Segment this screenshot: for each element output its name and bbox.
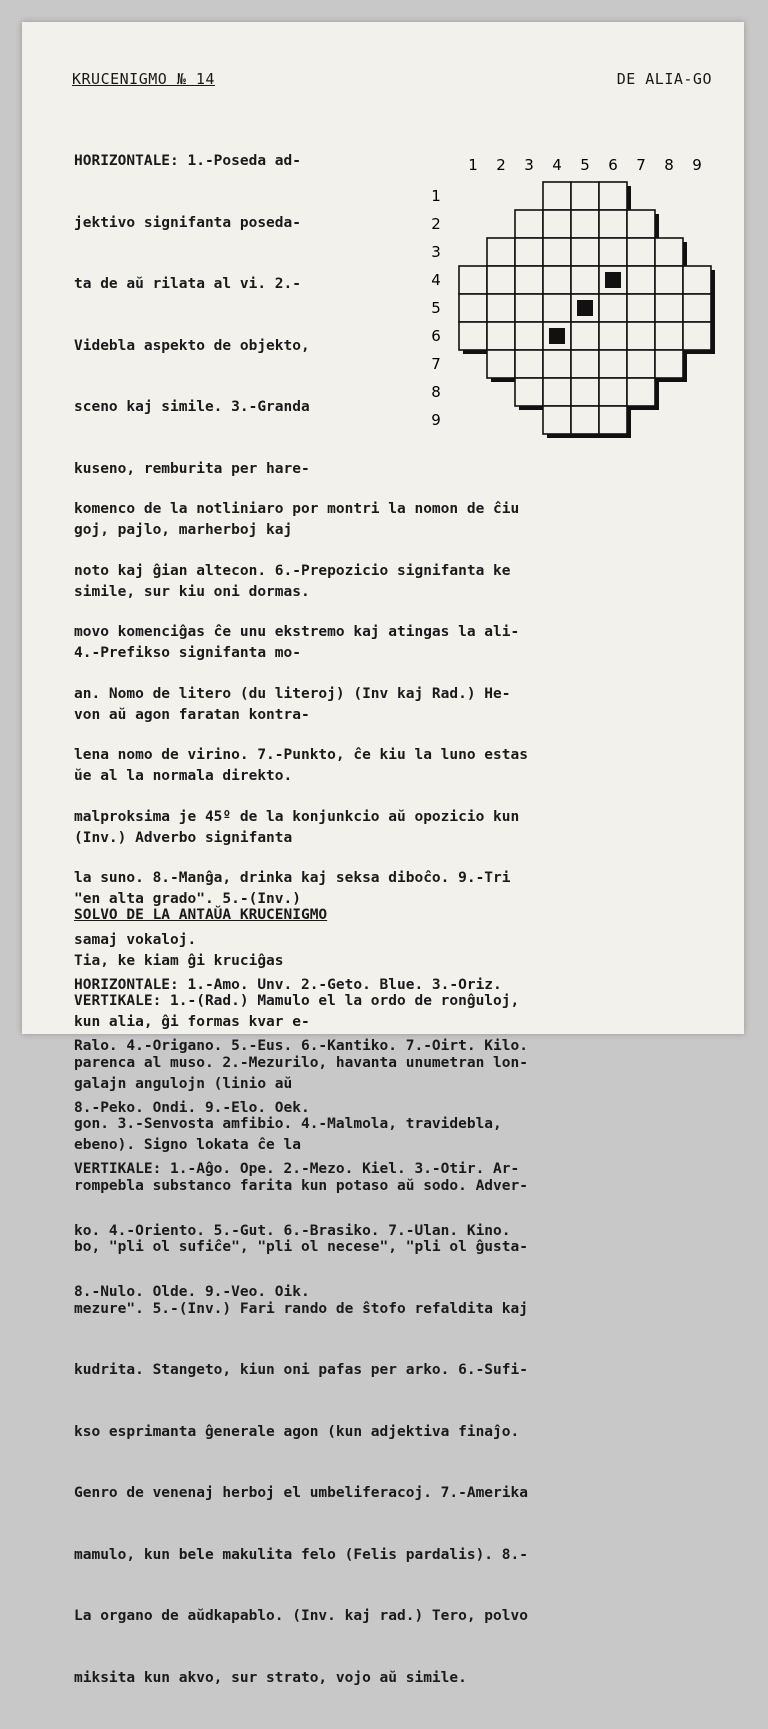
clue-line: kuseno, remburita per hare- bbox=[74, 460, 310, 477]
clue-line: ebeno). Signo lokata ĉe la bbox=[74, 1137, 301, 1153]
clue-line: mezure". 5.-(Inv.) Fari rando de ŝtofo refaldita kaj bbox=[74, 1300, 528, 1317]
grid-cell bbox=[571, 266, 599, 294]
clue-line: 4.-Prefikso signifanta mo- bbox=[74, 645, 301, 661]
column-number: 7 bbox=[636, 156, 646, 174]
grid-cell bbox=[627, 210, 655, 238]
row-number: 7 bbox=[431, 355, 441, 373]
solution-line: ko. 4.-Oriento. 5.-Gut. 6.-Brasiko. 7.-Ulan. Kino. bbox=[74, 1222, 511, 1239]
column-number: 2 bbox=[496, 156, 506, 174]
clue-line: samaj vokaloj. bbox=[74, 931, 197, 948]
puzzle-title: KRUCENIGMO № 14 bbox=[72, 70, 215, 88]
grid-cell bbox=[683, 322, 711, 350]
clue-line: HORIZONTALE: 1.-Poseda ad- bbox=[74, 153, 301, 169]
solution-line: HORIZONTALE: 1.-Amo. Unv. 2.-Geto. Blue. 3.-Oriz. bbox=[74, 976, 502, 993]
grid-cell bbox=[571, 238, 599, 266]
grid-cell bbox=[627, 350, 655, 378]
clue-line: (Inv.) Adverbo signifanta bbox=[74, 829, 293, 846]
column-number: 9 bbox=[692, 156, 702, 174]
grid-cell bbox=[543, 294, 571, 322]
grid-cell bbox=[599, 238, 627, 266]
solution-line: 8.-Peko. Ondi. 9.-Elo. Oek. bbox=[74, 1099, 310, 1116]
black-square-fill bbox=[549, 328, 565, 344]
clue-line: Videbla aspekto de objekto, bbox=[74, 337, 310, 354]
grid-cell bbox=[487, 238, 515, 266]
grid-cell bbox=[515, 378, 543, 406]
clue-line: galajn angulojn (linio aŭ bbox=[74, 1075, 293, 1092]
clue-line: von aŭ agon faratan kontra- bbox=[74, 706, 310, 723]
clue-line: ŭe al la normala direkto. bbox=[74, 768, 293, 784]
grid-cell bbox=[571, 322, 599, 350]
clue-line: VERTIKALE: 1.-(Rad.) Mamulo el la ordo de ronĝuloj, bbox=[74, 993, 520, 1009]
clue-line: bo, "pli ol sufiĉe", "pli ol necese", "pli ol ĝusta- bbox=[74, 1239, 528, 1255]
clue-line: kun alia, ĝi formas kvar e- bbox=[74, 1014, 310, 1030]
grid-cell bbox=[487, 322, 515, 350]
grid-cell bbox=[599, 322, 627, 350]
grid-cell bbox=[487, 266, 515, 294]
grid-cell bbox=[599, 182, 627, 210]
grid-cell bbox=[571, 210, 599, 238]
crossword-grid-svg bbox=[414, 132, 714, 452]
solution-line: Ralo. 4.-Origano. 5.-Eus. 6.-Kantiko. 7.-Oirt. Kilo. bbox=[74, 1038, 528, 1054]
author-credit: DE ALIA-GO bbox=[616, 70, 712, 88]
crossword-grid bbox=[414, 132, 714, 452]
grid-cell bbox=[459, 266, 487, 294]
grid-cell bbox=[543, 406, 571, 434]
grid-cell bbox=[627, 238, 655, 266]
grid-cell bbox=[627, 266, 655, 294]
grid-cell bbox=[515, 210, 543, 238]
clue-line: simile, sur kiu oni dormas. bbox=[74, 583, 310, 600]
clue-line: goj, pajlo, marherboj kaj bbox=[74, 522, 293, 538]
grid-cell bbox=[655, 350, 683, 378]
grid-cell bbox=[515, 322, 543, 350]
grid-cell bbox=[571, 350, 599, 378]
grid-cell bbox=[655, 322, 683, 350]
grid-cell bbox=[571, 406, 599, 434]
grid-cell bbox=[487, 350, 515, 378]
grid-cell bbox=[459, 294, 487, 322]
column-number: 4 bbox=[552, 156, 562, 174]
grid-cell bbox=[543, 182, 571, 210]
clue-line: jektivo signifanta poseda- bbox=[74, 214, 301, 231]
black-square-fill bbox=[605, 272, 621, 288]
column-number: 1 bbox=[468, 156, 478, 174]
grid-cell bbox=[683, 266, 711, 294]
clue-line: malproksima je 45º de la konjunkcio aŭ opozicio kun bbox=[74, 808, 520, 825]
clue-line: mamulo, kun bele makulita felo (Felis pardalis). 8.- bbox=[74, 1546, 528, 1563]
grid-cell bbox=[571, 378, 599, 406]
grid-cell bbox=[627, 294, 655, 322]
grid-cell bbox=[599, 378, 627, 406]
grid-cell bbox=[543, 350, 571, 378]
clue-line: Tia, ke kiam ĝi kruciĝas bbox=[74, 952, 284, 969]
clue-line: ta de aŭ rilata al vi. 2.- bbox=[74, 276, 301, 292]
clue-line: noto kaj ĝian altecon. 6.-Prepozicio signifanta ke bbox=[74, 562, 511, 579]
document-page bbox=[22, 22, 744, 1686]
grid-cell bbox=[459, 322, 487, 350]
row-number: 3 bbox=[431, 243, 441, 261]
clue-line: "en alta grado". 5.-(Inv.) bbox=[74, 891, 301, 907]
clue-line: lena nomo de virino. 7.-Punkto, ĉe kiu la luno estas bbox=[74, 747, 528, 763]
row-number: 2 bbox=[431, 215, 441, 233]
grid-cell bbox=[599, 294, 627, 322]
row-number: 6 bbox=[431, 327, 441, 345]
grid-cell bbox=[683, 294, 711, 322]
solution-heading: SOLVO DE LA ANTAŬA KRUCENIGMO bbox=[74, 907, 328, 923]
clue-line: movo komenciĝas ĉe unu ekstremo kaj atingas la ali- bbox=[74, 624, 520, 640]
grid-cell bbox=[627, 378, 655, 406]
row-number: 9 bbox=[431, 411, 441, 429]
row-number: 5 bbox=[431, 299, 441, 317]
grid-cell bbox=[655, 266, 683, 294]
clue-line: gon. 3.-Senvosta amfibio. 4.-Malmola, travidebla, bbox=[74, 1116, 502, 1132]
clue-line: miksita kun akvo, sur strato, vojo aŭ simile. bbox=[74, 1669, 467, 1686]
solution-line: VERTIKALE: 1.-Aĝo. Ope. 2.-Mezo. Kiel. 3.-Otir. Ar- bbox=[74, 1161, 520, 1177]
column-number: 8 bbox=[664, 156, 674, 174]
grid-cell bbox=[487, 294, 515, 322]
clue-line: Genro de venenaj herboj el umbeliferacoj. 7.-Amerika bbox=[74, 1485, 528, 1501]
grid-cell bbox=[627, 322, 655, 350]
clue-line: La organo de aŭdkapablo. (Inv. kaj rad.) Tero, polvo bbox=[74, 1608, 528, 1624]
column-number: 3 bbox=[524, 156, 534, 174]
row-number: 1 bbox=[431, 187, 441, 205]
grid-cell bbox=[655, 294, 683, 322]
clue-line: la suno. 8.-Manĝa, drinka kaj seksa diboĉo. 9.-Tri bbox=[74, 870, 511, 886]
grid-cell bbox=[599, 210, 627, 238]
page-header bbox=[72, 70, 712, 94]
clue-line: rompebla substanco farita kun potaso aŭ sodo. Adver- bbox=[74, 1177, 528, 1194]
column-number: 6 bbox=[608, 156, 618, 174]
grid-cell bbox=[571, 182, 599, 210]
clue-line: an. Nomo de litero (du literoj) (Inv kaj Rad.) He- bbox=[74, 685, 511, 702]
black-square-fill bbox=[577, 300, 593, 316]
column-number: 5 bbox=[580, 156, 590, 174]
grid-cell bbox=[543, 266, 571, 294]
solution-section bbox=[74, 864, 724, 1344]
row-number: 8 bbox=[431, 383, 441, 401]
row-number: 4 bbox=[431, 271, 441, 289]
grid-cell bbox=[515, 238, 543, 266]
grid-cell bbox=[515, 350, 543, 378]
clue-line: kso esprimanta ĝenerale agon (kun adjektiva finaĵo. bbox=[74, 1423, 520, 1440]
solution-line: 8.-Nulo. Olde. 9.-Veo. Oik. bbox=[74, 1284, 310, 1300]
grid-cell bbox=[599, 350, 627, 378]
clue-line: sceno kaj simile. 3.-Granda bbox=[74, 399, 310, 415]
grid-cell bbox=[515, 266, 543, 294]
grid-cell bbox=[599, 406, 627, 434]
grid-cell bbox=[543, 238, 571, 266]
grid-cell bbox=[543, 378, 571, 406]
grid-cell bbox=[655, 238, 683, 266]
clue-line: komenco de la notliniaro por montri la nomon de ĉiu bbox=[74, 501, 520, 517]
grid-cell bbox=[515, 294, 543, 322]
clue-line: kudrita. Stangeto, kiun oni pafas per arko. 6.-Sufi- bbox=[74, 1362, 528, 1378]
grid-cell bbox=[543, 210, 571, 238]
clue-line: parenca al muso. 2.-Mezurilo, havanta unumetran lon- bbox=[74, 1054, 528, 1071]
